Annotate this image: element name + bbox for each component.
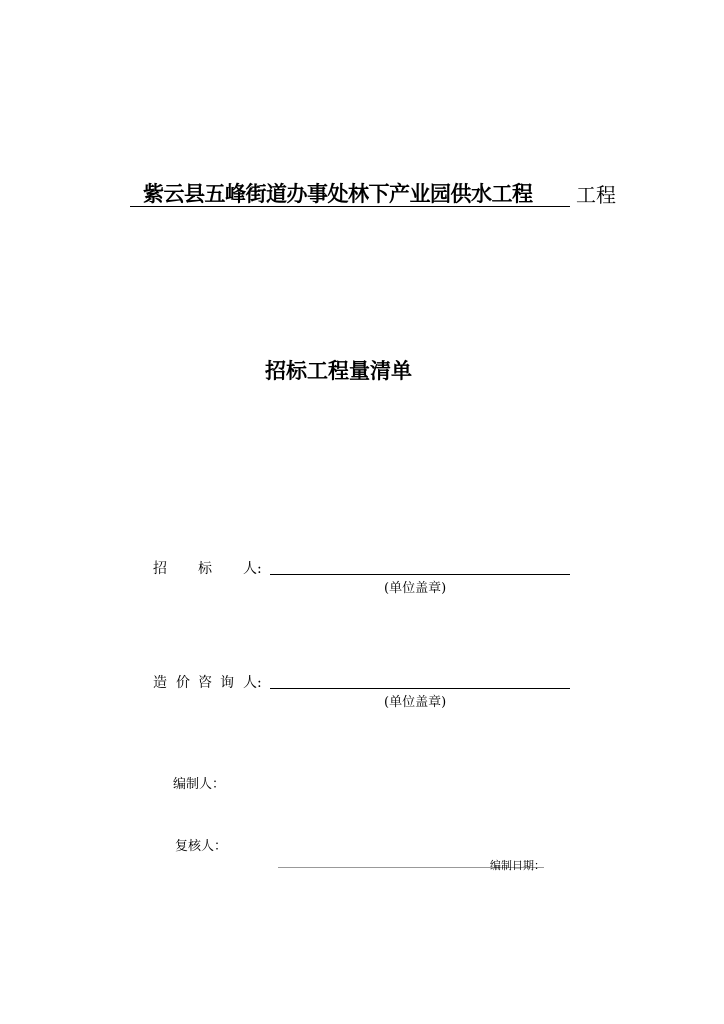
tenderer-label-char-3: 人:	[243, 561, 262, 577]
tenderer-label-char-1: 招	[153, 561, 167, 577]
consultant-label-char-4: 询	[220, 675, 234, 691]
consultant-label-char-2: 价	[176, 675, 190, 691]
consultant-label-char-3: 咨	[198, 675, 212, 691]
consultant-seal-note: (单位盖章)	[384, 695, 447, 710]
project-suffix: 工程	[576, 183, 616, 207]
tenderer-signature-line	[270, 574, 570, 575]
consultant-label-char-1: 造	[153, 675, 167, 691]
document-title: 招标工程量清单	[265, 359, 412, 383]
project-name-underline	[130, 206, 570, 207]
compile-date-label: 编制日期：	[490, 859, 545, 872]
project-name: 紫云县五峰街道办事处林下产业园供水工程	[143, 182, 533, 206]
consultant-label-char-5: 人:	[243, 675, 262, 691]
reviewer-label: 复核人：	[175, 839, 228, 854]
tenderer-label-char-2: 标	[198, 561, 212, 577]
compiler-label: 编制人：	[173, 777, 226, 792]
tenderer-seal-note: (单位盖章)	[384, 581, 447, 596]
consultant-signature-line	[270, 688, 570, 689]
